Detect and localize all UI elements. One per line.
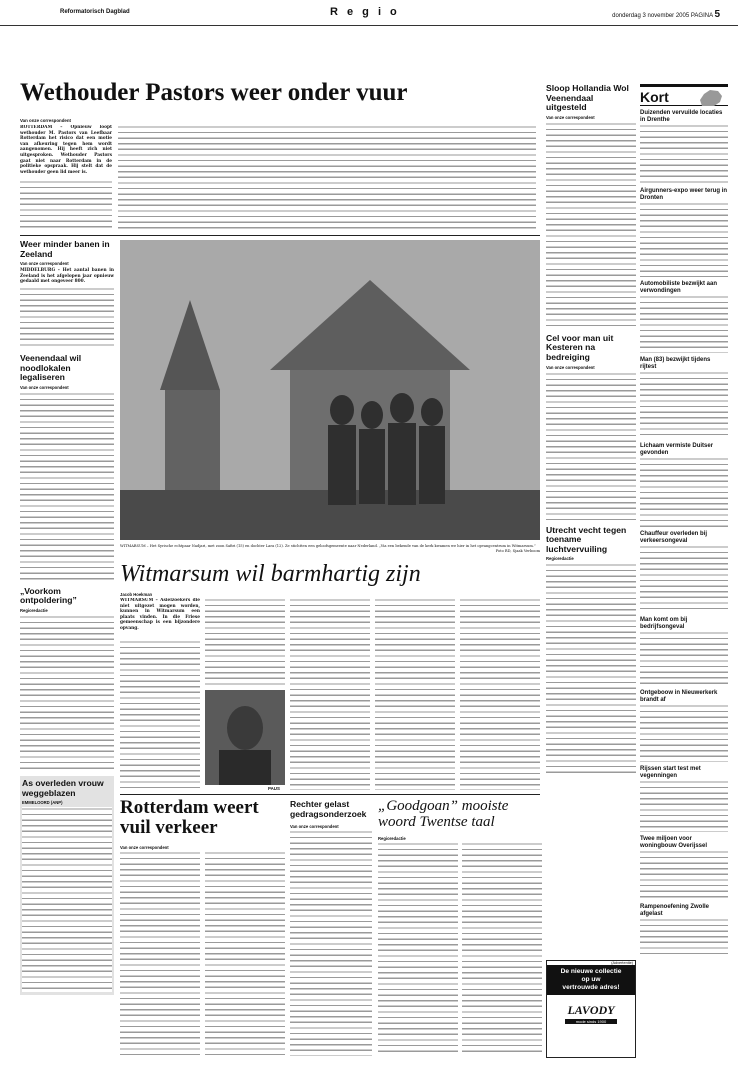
kort-item-headline: Duizenden vervuilde locaties in Drenthe [640,110,723,123]
kort-item-body [640,124,728,184]
left-column: Weer minder banen in Zeeland Van onze correspondent MIDDELBURG – Het aantal banen in Zeeland is het afgelopen jaar opnieuw gedaald met ongeveer 800. Veenendaal wil noodlokalen legaliseren Van onze correspondent „Voorkom ontpoldering” Regioredactie As overleden vrouw weggeblazen EMMELOORD (ANP) [20,240,114,1060]
page-header [0,0,738,26]
feature-byline: Jacob Hoekman [120,592,153,597]
kort-item-headline: Chauffeur overleden bij verkeersongeval [640,531,708,544]
ontpoldering-headline: „Voorkom ontpoldering” [20,585,77,606]
kort-item-body [640,371,728,439]
sloop-headline: Sloop Hollandia Wol Veenendaal uitgesteld [546,84,629,113]
feature-photo [205,690,285,785]
kort-item-headline: Twee miljoen voor woningbouw Overijssel [640,836,708,849]
veenendaal-headline: Veenendaal wil noodlokalen legaliseren [20,352,82,383]
right-column: Sloop Hollandia Wol Veenendaal uitgesteld Van onze correspondent Cel voor man uit Kesteren na bedreiging Van onze correspondent Utrecht vecht tegen toename luchtvervuiling Regioredactie [546,84,636,774]
utrecht-headline: Utrecht vecht tegen toename luchtvervuiling [546,524,627,554]
feature-headline: Witmarsum wil barmhartig zijn [120,562,421,586]
photo-caption: WITMARSUM – Het Syrische echtpaar Nadjari, met zoon Safiri (15) en dochter Lara (12). Ze stichtten een geloofsgemeente naar Nederland. „Via een bekende van de kerk kwamen we hier in het opvangcentrum in Witmarsum.” Foto RD, Sjaak Verboom [120,544,540,553]
netherlands-map-icon [692,88,728,108]
kort-item-body [640,457,728,527]
kort-item-body [640,780,728,832]
paper-name: Reformatorisch Dagblad [60,9,130,15]
kort-item-body [640,631,728,686]
kort-item-headline: Ontgeboow in Nieuwerkerk brandt af [640,690,718,703]
section-name: R e g i o [330,6,400,18]
kesteren-headline: Cel voor man uit Kesteren na bedreiging [546,332,614,362]
portrait-icon [205,690,285,785]
ad-brand: LAVODY [567,1003,615,1017]
kort-item-body [640,202,728,277]
kort-item-headline: Man komt om bij bedrijfsongeval [640,617,688,630]
kort-item-headline: Man (83) bezwijkt tijdens rijtest [640,357,711,370]
kort-item-body [640,850,728,900]
kort-item-headline: Rampenoefening Zwolle afgelast [640,904,710,917]
page-date: donderdag 3 november 2005 PAGINA 5 [612,9,720,20]
kort-item-headline: Automobiliste bezwijkt aan verwondingen [640,281,718,294]
kort-item-body [640,545,728,613]
lead-byline: Van onze correspondent [20,118,71,123]
lead-body [118,125,536,229]
lead-intro: ROTTERDAM – Opnieuw loopt wethouder M. Pastors van Leefbaar Rotterdam het risico dat een motie van afkeuring tegen hem wordt aangenomen. Hij heeft zich niet uitgesproken. Wethouder Pastors gaat niet naar Rotterdam in de politieke opspraak. Hij stelt dat de wethouder geen lid meer is. [20,125,112,175]
kort-item-headline: Lichaam vermiste Duitser gevonden [640,443,714,456]
zeeland-headline: Weer minder banen in Zeeland [20,240,110,259]
rechter-headline: Rechter gelast gedragsonderzoek [290,800,367,819]
main-photo [120,240,540,540]
goodgoan-headline: „Goodgoan” mooiste woord Twentse taal [378,798,509,830]
kort-item-body [640,295,728,353]
rotterdam-headline: Rotterdam weert vuil verkeer [120,798,259,838]
kort-item-headline: Airgunners-expo weer terug in Dronten [640,188,728,201]
as-headline: As overleden vrouw weggeblazen [22,777,104,798]
kort-column [640,84,728,1060]
kort-header: Kort [640,84,728,106]
rotterdam-body [120,851,200,1056]
kort-item-body [640,704,728,762]
kort-item-headline: Rijssen start test met vegenningen [640,766,701,779]
church-photo-icon [120,240,540,540]
advertisement[interactable]: (Advertentie) De nieuwe collectie op uw vertrouwde adres! LAVODY mode sinds 1900 [546,960,636,1058]
lead-headline: Wethouder Pastors weer onder vuur [20,80,408,105]
lead-body-2 [20,180,112,230]
kort-item-body [640,918,728,958]
